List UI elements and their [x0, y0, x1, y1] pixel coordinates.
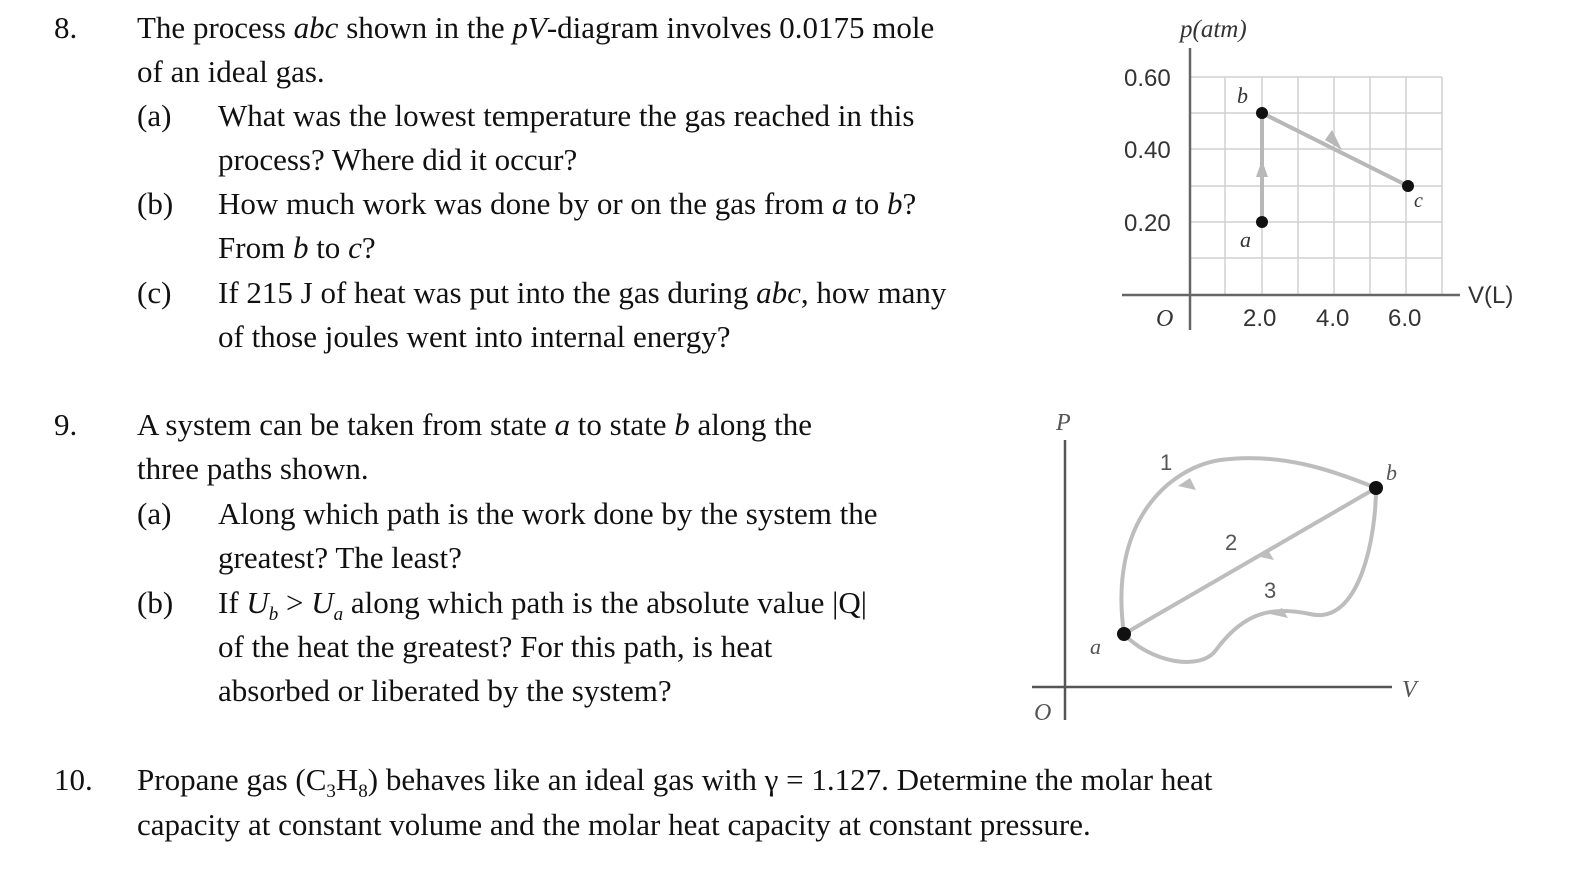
pv-arrow-a-to-b — [1256, 160, 1268, 177]
three-path-diagram — [1020, 400, 1440, 730]
pv-point-b — [1256, 107, 1268, 119]
paths-origin-label: O — [1034, 700, 1052, 726]
pv-y-axis-title: p(atm) — [1180, 16, 1247, 43]
q8-part-c-line-1: If 215 J of heat was put into the gas during abc, how many — [218, 275, 947, 310]
q8-part-b-line-1: How much work was done by or on the gas from a to b? — [218, 186, 917, 221]
path-1-arrow — [1178, 478, 1196, 490]
pv-x-tick-label: 4.0 — [1316, 305, 1350, 332]
q10-number: 10. — [54, 762, 93, 797]
q9-stem-line-1: A system can be taken from state a to state b along the — [137, 407, 812, 442]
paths-x-axis-title: V — [1402, 677, 1417, 703]
q8-part-b-label: (b) — [137, 186, 174, 221]
pv-x-tick-label: 2.0 — [1243, 305, 1277, 332]
paths-point-a-label: a — [1090, 634, 1101, 659]
q9-part-a-label: (a) — [137, 496, 172, 531]
q9-part-b-line-3: absorbed or liberated by the system? — [218, 673, 672, 708]
q9-part-b-label: (b) — [137, 585, 174, 620]
q9-part-b-line-2: of the heat the greatest? For this path, is heat — [218, 629, 773, 664]
pv-point-c-label: c — [1414, 190, 1423, 212]
q8-part-c-line-2: of those joules went into internal energy? — [218, 319, 731, 354]
path-2-arrow — [1256, 550, 1274, 560]
path-3-curve — [1124, 488, 1376, 662]
q9-number: 9. — [54, 407, 78, 442]
paths-point-a — [1117, 627, 1131, 641]
pv-origin-label: O — [1156, 306, 1174, 332]
q9-part-a-line-1: Along which path is the work done by the system the — [218, 496, 878, 531]
q8-part-a-line-2: process? Where did it occur? — [218, 142, 578, 177]
pv-diagram-abc — [1110, 0, 1550, 350]
q8-stem-line-2: of an ideal gas. — [137, 54, 325, 89]
path-2-label: 2 — [1225, 530, 1238, 555]
pv-point-a-label: a — [1240, 227, 1251, 252]
q9-part-b-line-1: If $U_b > U_a$ along which path is the absolute value |Q| — [218, 585, 867, 626]
paths-point-b-label: b — [1386, 460, 1397, 485]
pv-y-tick-label: 0.20 — [1124, 210, 1171, 237]
pv-y-tick-label: 0.60 — [1124, 65, 1171, 92]
q10-line-2: capacity at constant volume and the molar heat capacity at constant pressure. — [137, 807, 1091, 842]
pv-point-a — [1256, 216, 1268, 228]
q10-line-1: Propane gas $(C_3H_8)$ behaves like an ideal gas with γ = 1.127. Determine the molar heat — [137, 762, 1213, 803]
pv-point-b-label: b — [1237, 83, 1248, 108]
pv-x-axis-title: V(L) — [1468, 282, 1514, 309]
q8-part-b-line-2: From b to c? — [218, 230, 376, 265]
q8-number: 8. — [54, 10, 78, 45]
q8-stem-line-1: The process abc shown in the pV-diagram involves 0.0175 mole — [137, 10, 935, 45]
path-2-line — [1124, 488, 1376, 634]
q9-part-a-line-2: greatest? The least? — [218, 540, 462, 575]
path-1-label: 1 — [1160, 450, 1173, 475]
paths-y-axis-title: P — [1056, 410, 1071, 436]
pv-y-tick-label: 0.40 — [1124, 137, 1171, 164]
q9-stem-line-2: three paths shown. — [137, 451, 369, 486]
paths-point-b — [1369, 481, 1383, 495]
pv-point-c — [1402, 180, 1414, 192]
pv-x-tick-label: 6.0 — [1388, 305, 1422, 332]
path-3-label: 3 — [1264, 578, 1277, 603]
q8-part-c-label: (c) — [137, 275, 172, 310]
q8-part-a-label: (a) — [137, 98, 172, 133]
q8-part-a-line-1: What was the lowest temperature the gas reached in this — [218, 98, 915, 133]
